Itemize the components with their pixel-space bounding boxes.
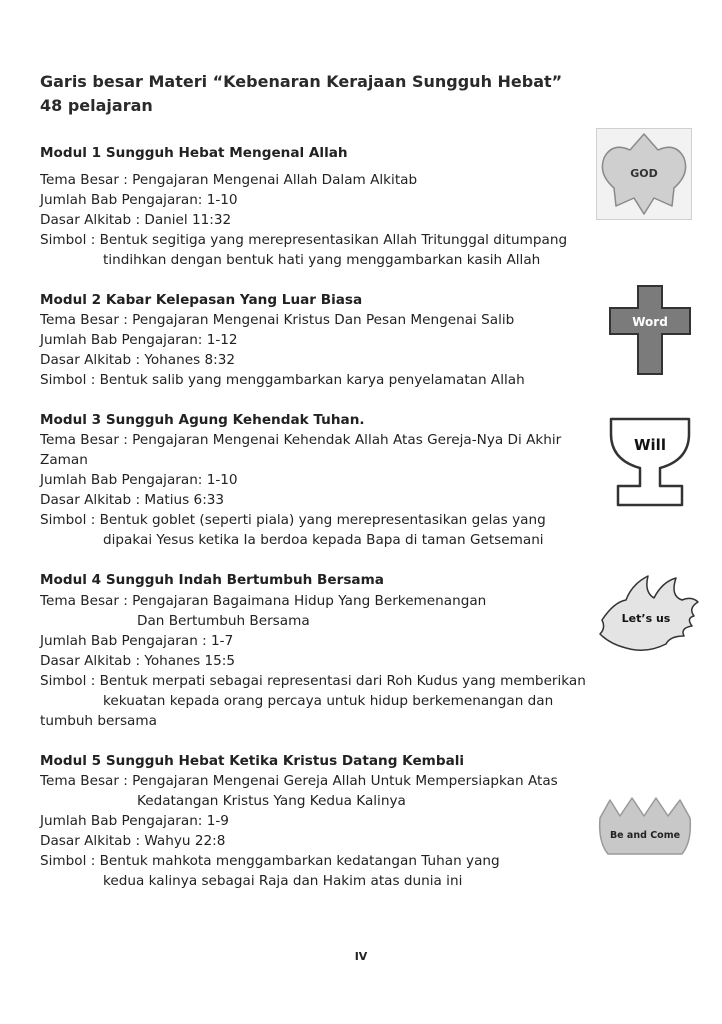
crown-icon [596, 796, 694, 858]
module-4-dasar: Dasar Alkitab : Yohanes 15:5 [40, 653, 236, 669]
cross-icon [608, 284, 692, 376]
be-and-come-label: Be and Come [609, 830, 681, 841]
module-4-heading: Modul 4 Sungguh Indah Bertumbuh Bersama [40, 572, 384, 588]
module-3-simbol-cont: dipakai Yesus ketika Ia berdoa kepada Bapa di taman Getsemani [103, 532, 544, 548]
module-4-jumlah: Jumlah Bab Pengajaran : 1-7 [40, 633, 234, 649]
module-5-heading: Modul 5 Sungguh Hebat Ketika Kristus Datang Kembali [40, 753, 465, 769]
module-5-tema: Tema Besar : Pengajaran Mengenai Gereja Allah Untuk Mempersiapkan Atas [40, 773, 558, 789]
module-3-simbol: Simbol : Bentuk goblet (seperti piala) yang merepresentasikan gelas yang [40, 512, 546, 528]
module-3-jumlah: Jumlah Bab Pengajaran: 1-10 [40, 472, 238, 488]
module-3-tema-cont: Zaman [40, 452, 88, 468]
module-2-jumlah: Jumlah Bab Pengajaran: 1-12 [40, 332, 238, 348]
module-5-jumlah: Jumlah Bab Pengajaran: 1-9 [40, 813, 229, 829]
module-5-tema-cont: Kedatangan Kristus Yang Kedua Kalinya [137, 793, 406, 809]
title-line-2: 48 pelajaran [40, 96, 153, 115]
module-2-heading: Modul 2 Kabar Kelepasan Yang Luar Biasa [40, 292, 363, 308]
page-title [40, 70, 562, 118]
module-1-dasar: Dasar Alkitab : Daniel 11:32 [40, 212, 232, 228]
module-3-tema: Tema Besar : Pengajaran Mengenai Kehendak Allah Atas Gereja-Nya Di Akhir [40, 432, 562, 448]
module-1-heading: Modul 1 Sungguh Hebat Mengenal Allah [40, 145, 348, 161]
module-5-dasar: Dasar Alkitab : Wahyu 22:8 [40, 833, 226, 849]
star-heart-icon [596, 128, 692, 220]
module-3-dasar: Dasar Alkitab : Matius 6:33 [40, 492, 225, 508]
module-1-simbol: Simbol : Bentuk segitiga yang merepresentasikan Allah Tritunggal ditumpang [40, 232, 568, 248]
dove-icon [596, 572, 700, 654]
module-1-tema: Tema Besar : Pengajaran Mengenai Allah Dalam Alkitab [40, 172, 418, 188]
module-2-simbol: Simbol : Bentuk salib yang menggambarkan karya penyelamatan Allah [40, 372, 525, 388]
module-1-jumlah: Jumlah Bab Pengajaran: 1-10 [40, 192, 238, 208]
module-2-tema: Tema Besar : Pengajaran Mengenai Kristus Dan Pesan Mengenai Salib [40, 312, 515, 328]
module-4-simbol-cont-2: tumbuh bersama [40, 713, 157, 729]
module-3-heading: Modul 3 Sungguh Agung Kehendak Tuhan. [40, 412, 365, 428]
module-5-simbol: Simbol : Bentuk mahkota menggambarkan kedatangan Tuhan yang [40, 853, 500, 869]
module-2-dasar: Dasar Alkitab : Yohanes 8:32 [40, 352, 236, 368]
will-label: Will [634, 436, 666, 454]
page-number: IV [354, 950, 368, 963]
module-1-simbol-cont: tindihkan dengan bentuk hati yang menggambarkan kasih Allah [103, 252, 541, 268]
title-line-1: Garis besar Materi “Kebenaran Kerajaan Sungguh Hebat” [40, 72, 563, 91]
goblet-icon [608, 416, 692, 508]
module-5-simbol-cont: kedua kalinya sebagai Raja dan Hakim atas dunia ini [103, 873, 463, 889]
god-label: GOD [630, 167, 658, 180]
module-4-tema: Tema Besar : Pengajaran Bagaimana Hidup Yang Berkemenangan [40, 593, 487, 609]
module-4-simbol-cont: kekuatan kepada orang percaya untuk hidup berkemenangan dan [103, 693, 554, 709]
lets-us-label: Let’s us [621, 612, 671, 625]
module-4-simbol: Simbol : Bentuk merpati sebagai representasi dari Roh Kudus yang memberikan [40, 673, 586, 689]
module-4-tema-cont: Dan Bertumbuh Bersama [137, 613, 310, 629]
word-label: Word [632, 315, 668, 329]
